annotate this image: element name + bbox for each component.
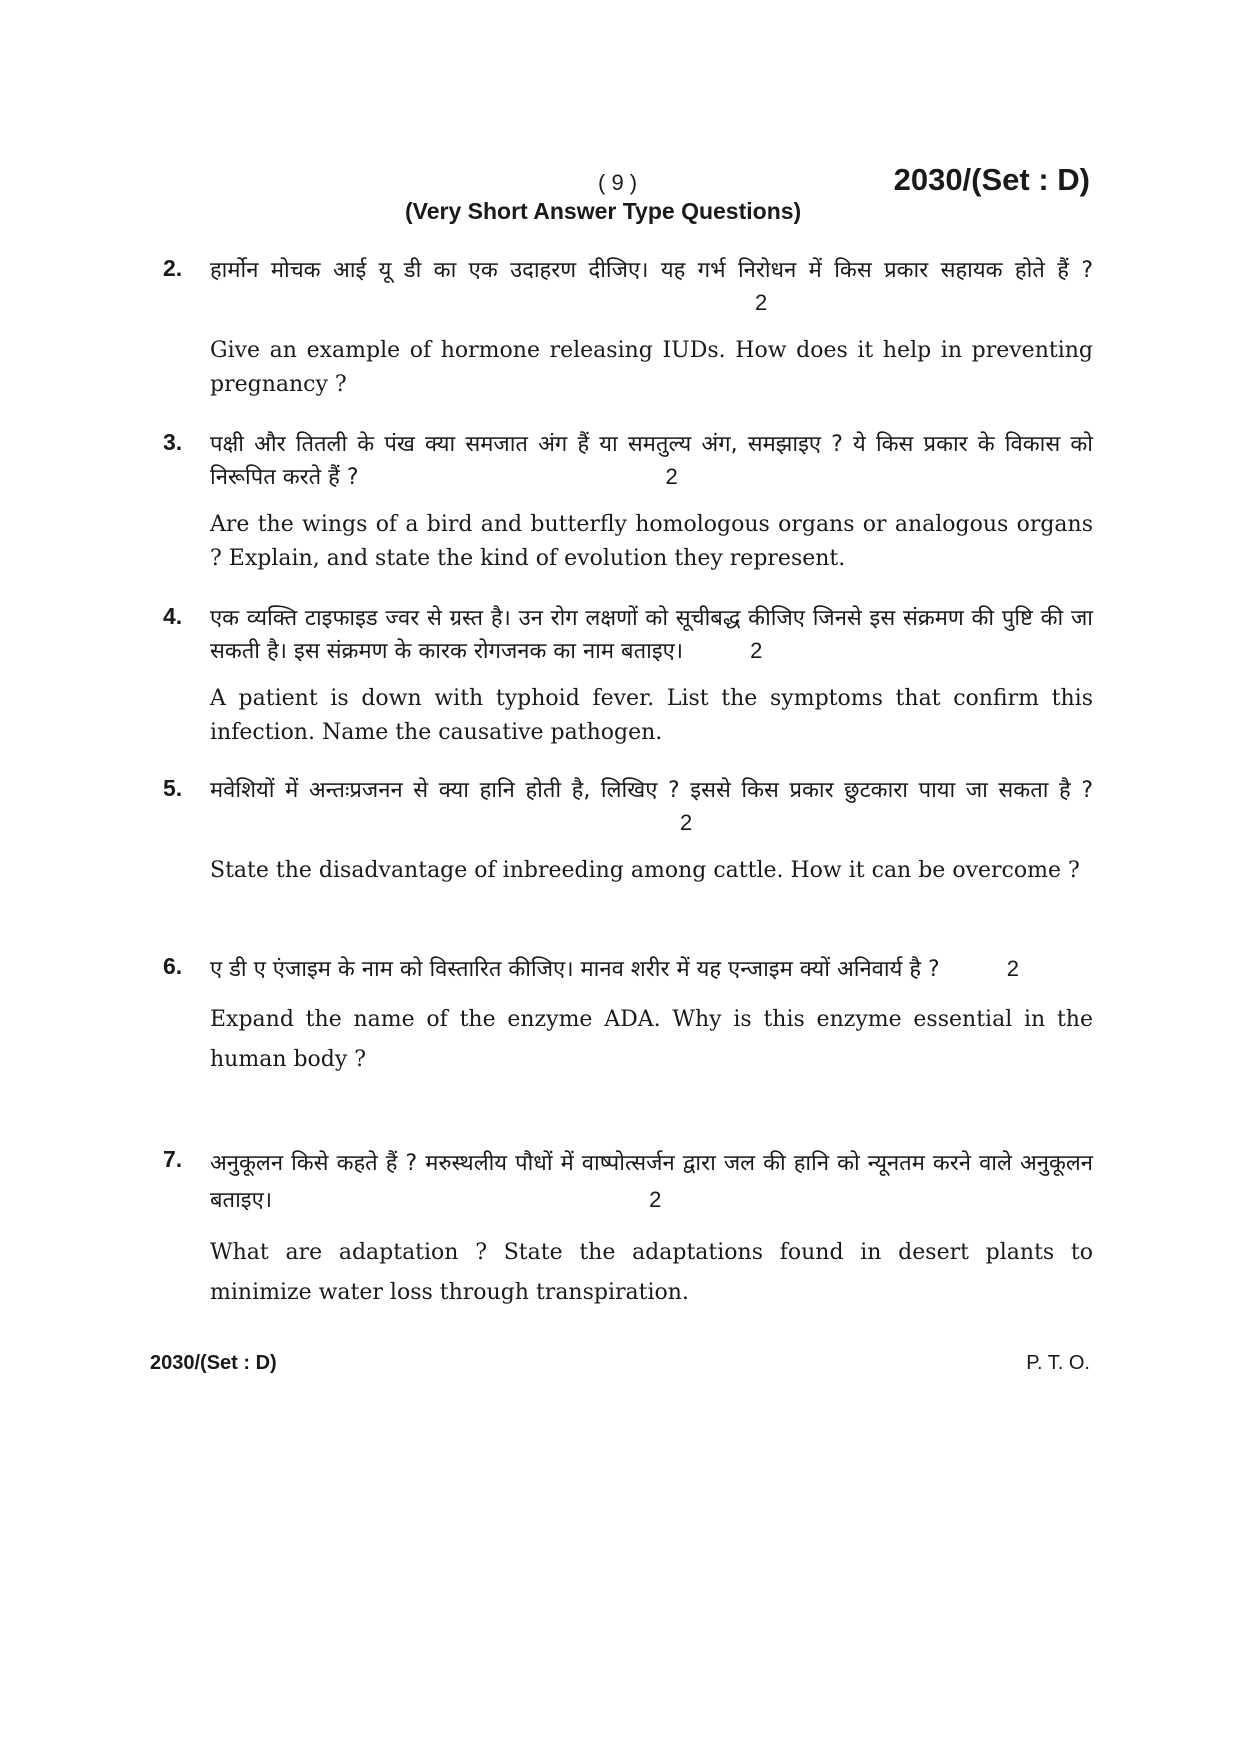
question-marks: 2 [665,464,678,489]
question-marks: 2 [755,290,768,315]
question-hindi-text: ए डी ए एंजाइम के नाम को विस्तारित कीजिए। मानव शरीर में यह एन्जाइम क्यों अनिवार्य है ? [210,957,940,982]
footer-pto: P. T. O. [1026,1352,1090,1374]
question-text-english: A patient is down with typhoid fever. List the symptoms that confirm this infection. Name the causative pathogen. [210,686,1093,745]
question-hindi-text: एक व्यक्ति टाइफाइड ज्वर से ग्रस्त है। उन रोग लक्षणों को सूचीबद्ध कीजिए जिनसे इस संक्रमण की पुष्टि की जा सकती है। इस संक्रमण के कारक रोगजनक का नाम बताइए। [210,606,1093,664]
question-marks: 2 [750,638,763,663]
question-marks: 2 [649,1187,662,1212]
question-hindi-text: मवेशियों में अन्तःप्रजनन से क्या हानि होती है, लिखिए ? इससे किस प्रकार छुटकारा पाया जा सकता है ? [210,778,1093,803]
question-3 [163,429,1093,576]
section-title: (Very Short Answer Type Questions) [405,198,802,224]
question-hindi-text: पक्षी और तितली के पंख क्या समजात अंग हैं या समतुल्य अंग, समझाइए ? ये किस प्रकार के विकास को निरूपित करते हैं ? [210,432,1093,490]
question-number: 7. [163,1146,183,1172]
question-text-english: State the disadvantage of inbreeding among cattle. How it can be overcome ? [210,858,1080,883]
question-hindi-text: हार्मोन मोचक आई यू डी का एक उदाहरण दीजिए। यह गर्भ निरोधन में किस प्रकार सहायक होते हैं ? [210,258,1093,283]
question-text-english: Expand the name of the enzyme ADA. Why is this enzyme essential in the human body ? [210,1007,1093,1072]
question-5 [163,775,1093,888]
question-text-hindi [210,603,1093,668]
question-hindi-text: अनुकूलन किसे कहते हैं ? मरुस्थलीय पौधों में वाष्पोत्सर्जन द्वारा जल की हानि को न्यूनतम करने वाले अनुकूलन बताइए। [210,1151,1093,1213]
question-2 [163,255,1093,402]
question-number: 4. [163,603,183,629]
question-number: 3. [163,429,183,455]
question-number: 5. [163,775,183,801]
question-text-english: Give an example of hormone releasing IUDs. How does it help in preventing pregnancy ? [210,338,1093,397]
question-marks: 2 [1006,956,1019,981]
set-code-header: 2030/(Set : D) [893,162,1090,197]
question-7 [163,1146,1093,1313]
question-text-hindi [210,1146,1093,1219]
question-number: 2. [163,255,183,281]
question-number: 6. [163,953,183,979]
question-text-hindi [210,429,1093,494]
footer-set-code: 2030/(Set : D) [150,1352,277,1374]
page-number: ( 9 ) [598,170,638,195]
question-text-english: Are the wings of a bird and butterfly homologous organs or analogous organs ? Explain, and state the kind of evolution they represent. [210,512,1093,571]
question-text-hindi [210,255,1093,320]
question-text-hindi [210,775,1093,840]
question-6 [163,953,1093,1080]
question-text-hindi [210,953,1093,986]
question-marks: 2 [680,810,693,835]
question-4 [163,603,1093,750]
question-text-english: What are adaptation ? State the adaptations found in desert plants to minimize water loss through transpiration. [210,1240,1093,1305]
